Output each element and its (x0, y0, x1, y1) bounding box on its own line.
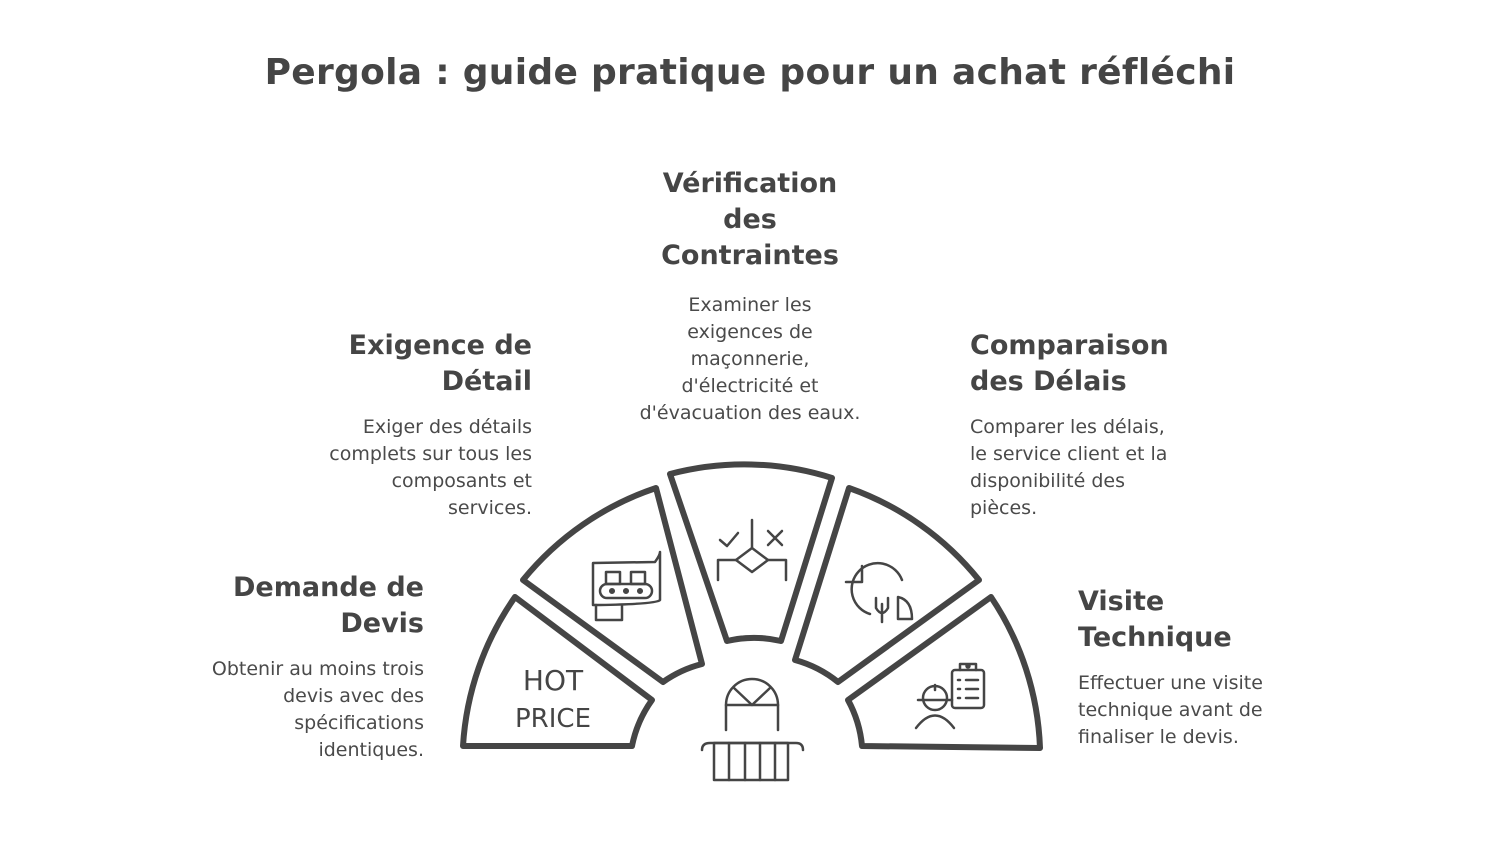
heading-line: Technique (1078, 622, 1232, 653)
hot-price-icon (515, 664, 591, 734)
description-line: spécifications (294, 712, 424, 734)
heading-line: Demande de (233, 572, 424, 603)
heading-line: Détail (441, 366, 532, 397)
description-line: Exiger des détails (362, 416, 532, 438)
description-line: Effectuer une visite (1078, 672, 1263, 694)
description-line: services. (448, 497, 532, 519)
heading-line: Vérification (662, 168, 838, 199)
description-line: disponibilité des (970, 470, 1125, 492)
hot-text: HOT (522, 664, 584, 697)
description-line: le service client et la (970, 443, 1168, 465)
description-line: devis avec des (283, 685, 424, 707)
description-line: finaliser le devis. (1078, 726, 1239, 748)
description-line: Comparer les délais, (970, 416, 1165, 438)
description-line: pièces. (970, 497, 1038, 519)
heading-line: Visite (1078, 586, 1165, 617)
description-line: composants et (391, 470, 532, 492)
heading-line: Devis (340, 608, 424, 639)
description-line: identiques. (318, 739, 424, 761)
heading-line: des (723, 204, 777, 235)
description-line: exigences de (687, 321, 813, 343)
heading-line: Exigence de (348, 330, 532, 361)
description-line: d'évacuation des eaux. (639, 402, 861, 424)
page-title: Pergola : guide pratique pour un achat réfléchi (264, 52, 1236, 93)
blueprint-conveyor-icon (593, 552, 660, 620)
pergola-balcony-icon (702, 679, 803, 780)
description-line: Examiner les (688, 294, 812, 316)
price-text: PRICE (515, 704, 591, 734)
segment-visite-technique (848, 597, 1040, 748)
description-line: technique avant de (1078, 699, 1263, 721)
clock-service-icon (846, 563, 912, 622)
description-line: complets sur tous les (329, 443, 532, 465)
description-line: d'électricité et (681, 375, 819, 397)
heading-line: des Délais (970, 366, 1127, 397)
heading-line: Comparaison (970, 330, 1169, 361)
decision-check-cross-icon (718, 520, 786, 580)
description-line: Obtenir au moins trois (211, 658, 424, 680)
heading-line: Contraintes (661, 240, 839, 271)
description-line: maçonnerie, (690, 348, 810, 370)
engineer-clipboard-icon (916, 664, 984, 728)
